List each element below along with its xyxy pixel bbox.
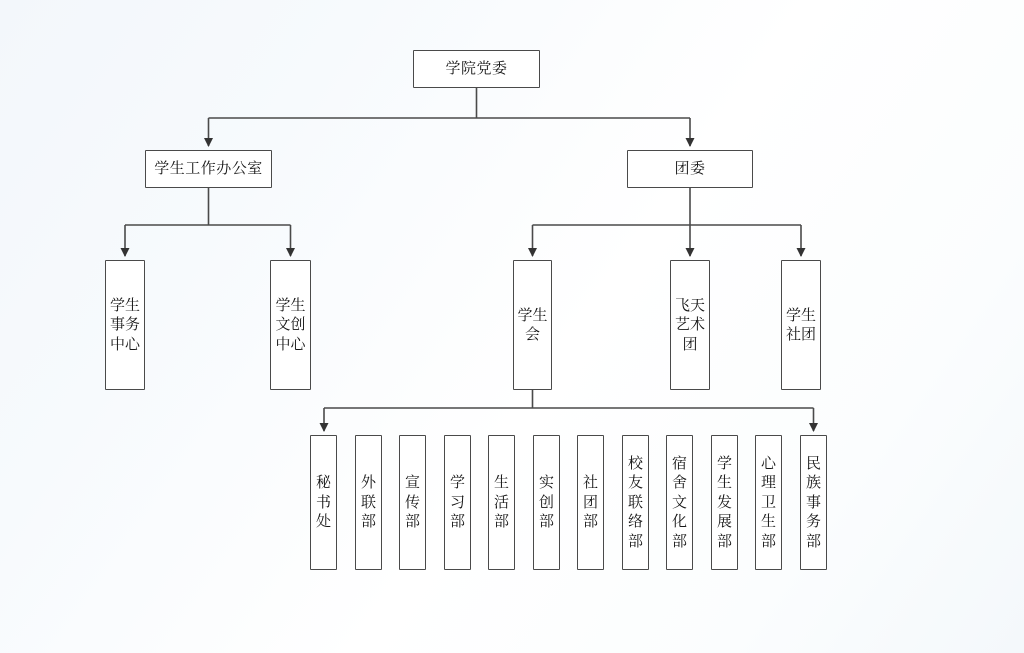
org-box-label: 民族事务部 xyxy=(805,454,821,550)
org-box-dept-alumni-liaison xyxy=(622,435,649,570)
org-box-dept-practice-innovation xyxy=(533,435,560,570)
org-box-label: 学生会 xyxy=(517,306,548,343)
org-box-label: 心理卫生部 xyxy=(760,454,776,550)
org-box-student-affairs-center xyxy=(105,260,145,390)
org-box-label: 学院党委 xyxy=(445,60,508,78)
org-box-label: 学生社团 xyxy=(785,306,816,343)
org-box-label: 外联部 xyxy=(360,474,376,531)
org-box-dept-study xyxy=(444,435,471,570)
org-box-label: 秘书处 xyxy=(315,474,331,531)
org-box-party-committee xyxy=(413,50,540,88)
org-box-label: 学习部 xyxy=(449,474,465,531)
org-box-youth-league xyxy=(627,150,753,188)
org-box-feitian-art-troupe xyxy=(670,260,710,390)
org-box-dept-life xyxy=(488,435,515,570)
org-box-label: 社团部 xyxy=(582,474,598,531)
org-box-label: 飞天艺术团 xyxy=(674,296,705,353)
org-box-label: 宣传部 xyxy=(404,474,420,531)
org-box-label: 团委 xyxy=(674,160,706,178)
org-box-dept-dorm-culture xyxy=(666,435,693,570)
org-box-label: 校友联络部 xyxy=(627,454,643,550)
org-box-student-union xyxy=(513,260,552,390)
org-box-label: 生活部 xyxy=(493,474,509,531)
org-box-label: 实创部 xyxy=(538,474,554,531)
org-box-dept-mental-health xyxy=(755,435,782,570)
org-box-student-cultural-creative-center xyxy=(270,260,311,390)
org-box-dept-secretariat xyxy=(310,435,337,570)
org-box-dept-clubs xyxy=(577,435,604,570)
org-box-dept-student-development xyxy=(711,435,738,570)
org-box-label: 学生工作办公室 xyxy=(154,160,263,178)
org-box-label: 宿舍文化部 xyxy=(671,454,687,550)
org-box-dept-publicity xyxy=(399,435,426,570)
org-box-dept-ethnic-affairs xyxy=(800,435,827,570)
org-box-label: 学生事务中心 xyxy=(109,296,140,353)
org-box-student-work-office xyxy=(145,150,272,188)
org-box-label: 学生文创中心 xyxy=(275,296,306,353)
org-box-dept-external-liaison xyxy=(355,435,382,570)
org-box-label: 学生发展部 xyxy=(716,454,732,550)
org-box-student-clubs xyxy=(781,260,821,390)
